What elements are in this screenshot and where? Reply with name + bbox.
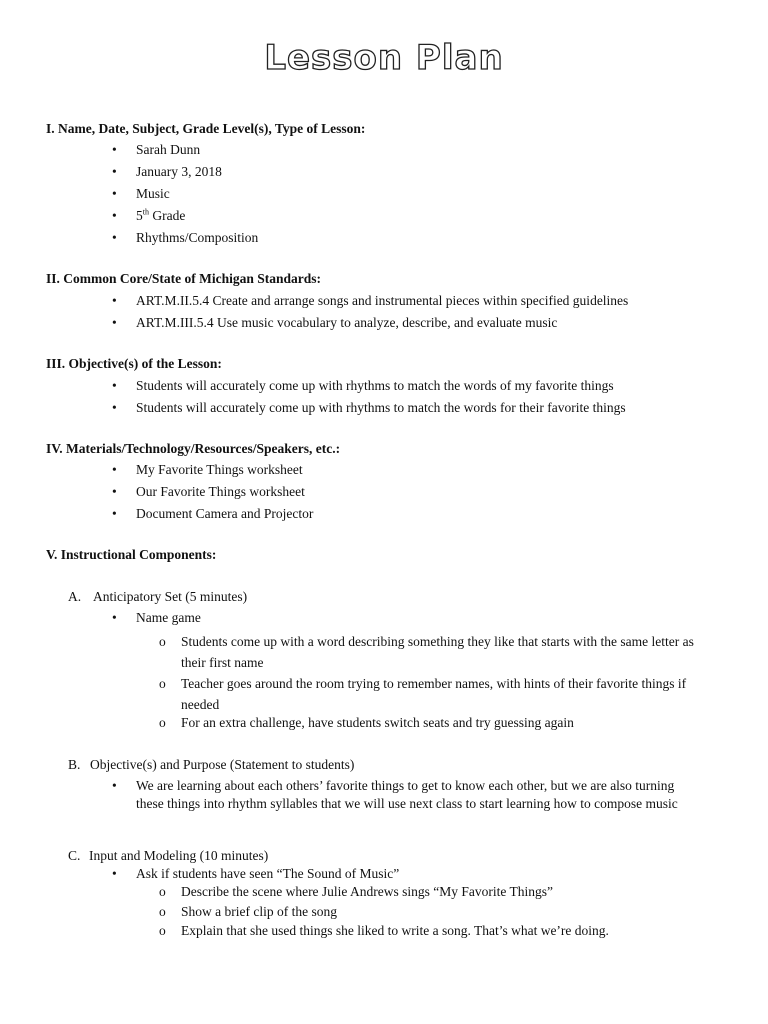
subsection-a-label: Anticipatory Set (5 minutes) (93, 589, 248, 604)
sub-item: o Show a brief clip of the song (181, 904, 337, 920)
list-item: • Ask if students have seen “The Sound of Music” (136, 866, 399, 882)
list-item: • We are learning about each others’ favorite things to get to know each other, but we are also turning these things into rhythm syllables that we will use next class to start learning how to compose music (136, 777, 696, 812)
list-item-grade (136, 208, 185, 224)
subsection-b-letter: B. (68, 757, 81, 772)
list-item: • Students will accurately come up with rhythms to match the words for their favorite things (136, 400, 626, 416)
sub-item: o Describe the scene where Julie Andrews sings “My Favorite Things” (181, 884, 553, 900)
list-item: • Document Camera and Projector (136, 506, 313, 522)
subsection-c-letter: C. (68, 848, 81, 863)
grade-number: 5 (136, 208, 143, 223)
list-item: • Rhythms/Composition (136, 230, 258, 246)
sub-item: o For an extra challenge, have students switch seats and try guessing again (181, 715, 574, 731)
grade-superscript: th (142, 207, 149, 217)
list-item: • Students will accurately come up with rhythms to match the words of my favorite things (136, 378, 614, 394)
list-item: • ART.M.II.5.4 Create and arrange songs and instrumental pieces within specified guidelines (136, 293, 628, 309)
sub-item: o Students come up with a word describing something they like that starts with the same letter as their first name (181, 631, 711, 673)
grade-suffix: Grade (148, 208, 186, 223)
list-item: • Name game (136, 610, 201, 626)
section-5-heading: V. Instructional Components: (46, 547, 217, 562)
list-item: • Sarah Dunn (136, 142, 200, 158)
sub-item: o Explain that she used things she liked to write a song. That’s what we’re doing. (181, 923, 609, 939)
sub-item: o Teacher goes around the room trying to remember names, with hints of their favorite things if needed (181, 673, 701, 715)
subsection-a-letter: A. (68, 589, 82, 604)
list-item: • ART.M.III.5.4 Use music vocabulary to analyze, describe, and evaluate music (136, 315, 557, 331)
page-title: Lesson Plan (264, 38, 504, 78)
list-item: • January 3, 2018 (136, 164, 222, 180)
section-4-heading: IV. Materials/Technology/Resources/Speakers, etc.: (46, 441, 341, 456)
subsection-b-label: Objective(s) and Purpose (Statement to students) (90, 757, 355, 772)
section-3-heading: III. Objective(s) of the Lesson: (46, 356, 222, 371)
subsection-c-label: Input and Modeling (10 minutes) (89, 848, 269, 863)
list-item: • Our Favorite Things worksheet (136, 484, 305, 500)
section-1-heading: I. Name, Date, Subject, Grade Level(s), Type of Lesson: (46, 121, 366, 136)
section-2-heading: II. Common Core/State of Michigan Standards: (46, 271, 322, 286)
list-item: • Music (136, 186, 170, 202)
list-item: • My Favorite Things worksheet (136, 462, 303, 478)
